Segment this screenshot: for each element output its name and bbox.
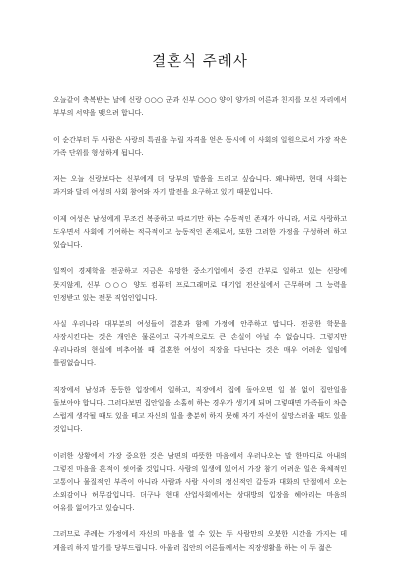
page-title: 결혼식 주례사 xyxy=(152,54,248,70)
paragraph: 저는 오늘 신랑보다는 신부에게 더 당부의 말씀을 드리고 싶습니다. 왜냐하면, 현대 사회는 과거와 달리 여성의 사회 참여와 자기 발전을 요구하고 있기 때문입니다. xyxy=(53,174,347,197)
paragraph: 사실 우리나라 대부분의 여성들이 결혼과 함께 가정에 안주하고 맙니다. 전공한 학문을 사장시킨다는 것은 개인은 물론이고 국가적으로도 큰 손실이 아닐 수 없습니다. 그렇지만 우리나라의 현실에 비추어볼 때 결혼한 여성이 직장을 다닌다는 것은 매우 어려운 일임에 틀림없습니다. xyxy=(53,319,347,368)
paragraph: 이 순간부터 두 사람은 사랑의 특권을 누릴 자격을 얻은 동시에 이 사회의 일원으로서 가장 작은 가족 단위를 형성하게 됩니다. xyxy=(53,134,347,157)
paragraph: 이러한 상황에서 가장 중요한 것은 남편의 따뜻한 마음에서 우러나오는 말 한마디로 아내의 그렇진 마음을 흔적이 씻어줄 것입니다. 사람의 일생에 있어서 가장 참기 어려운 일은 육체적인 고통이나 물질적인 부족이 아니라 사람과 사람 사이의 정신적인 갈등과 대화의 단절에서 오는 소외감이나 허무감입니다. 더구나 현대 산업사회에서는 상대방의 입장을 헤아리는 마음의 여유를 잃어가고 있습니다. xyxy=(53,450,347,512)
paragraph: 직장에서 남성과 동등한 입장에서 일하고, 직장에서 집에 돌아오면 일 볼 없이 집안일을 돌보아야 합니다. 그러다보면 집안일을 소홀히 하는 경우가 생기게 되며 그렇때면 가족들이 차츰 스럽게 생각될 때도 있을 테고 자신의 일을 충분히 하지 못해 자기 자신이 실망스러울 때도 있을 것입니다. xyxy=(53,384,347,434)
paragraph: 일찍이 경제학을 전공하고 지금은 유망한 중소기업에서 중견 간부로 일하고 있는 신랑에 못지않게, 신부 ○○○ 양도 컴퓨터 프로그래머로 대기업 전산실에서 근무하며 그 능력을 인정받고 있는 전문 직업인입니다. xyxy=(53,266,347,302)
paragraph: 오늘같이 축복받는 날에 신랑 ○○○ 군과 신부 ○○○ 양이 양가의 어른과 친지를 모신 자리에서 부부의 서약을 맺으려 합니다. xyxy=(53,95,347,118)
paragraph: 이제 여성은 남성에게 무조건 복종하고 따르기만 하는 수동적인 존재가 아니라, 서로 사랑하고 도우면서 사회에 기여하는 적극적이고 능동적인 존재로서, 또한 그러한 가정을 구성하려 하고 있습니다. xyxy=(53,213,347,249)
paragraph: 그러므로 주례는 가정에서 자신의 마음을 열 수 있는 두 사람만의 오붓한 시간을 가지는 데 게을리 하지 말기를 당부드립니다. 아울러 집안의 어른들께서는 직장생활을 하는 이 두 젊은 xyxy=(53,529,347,552)
